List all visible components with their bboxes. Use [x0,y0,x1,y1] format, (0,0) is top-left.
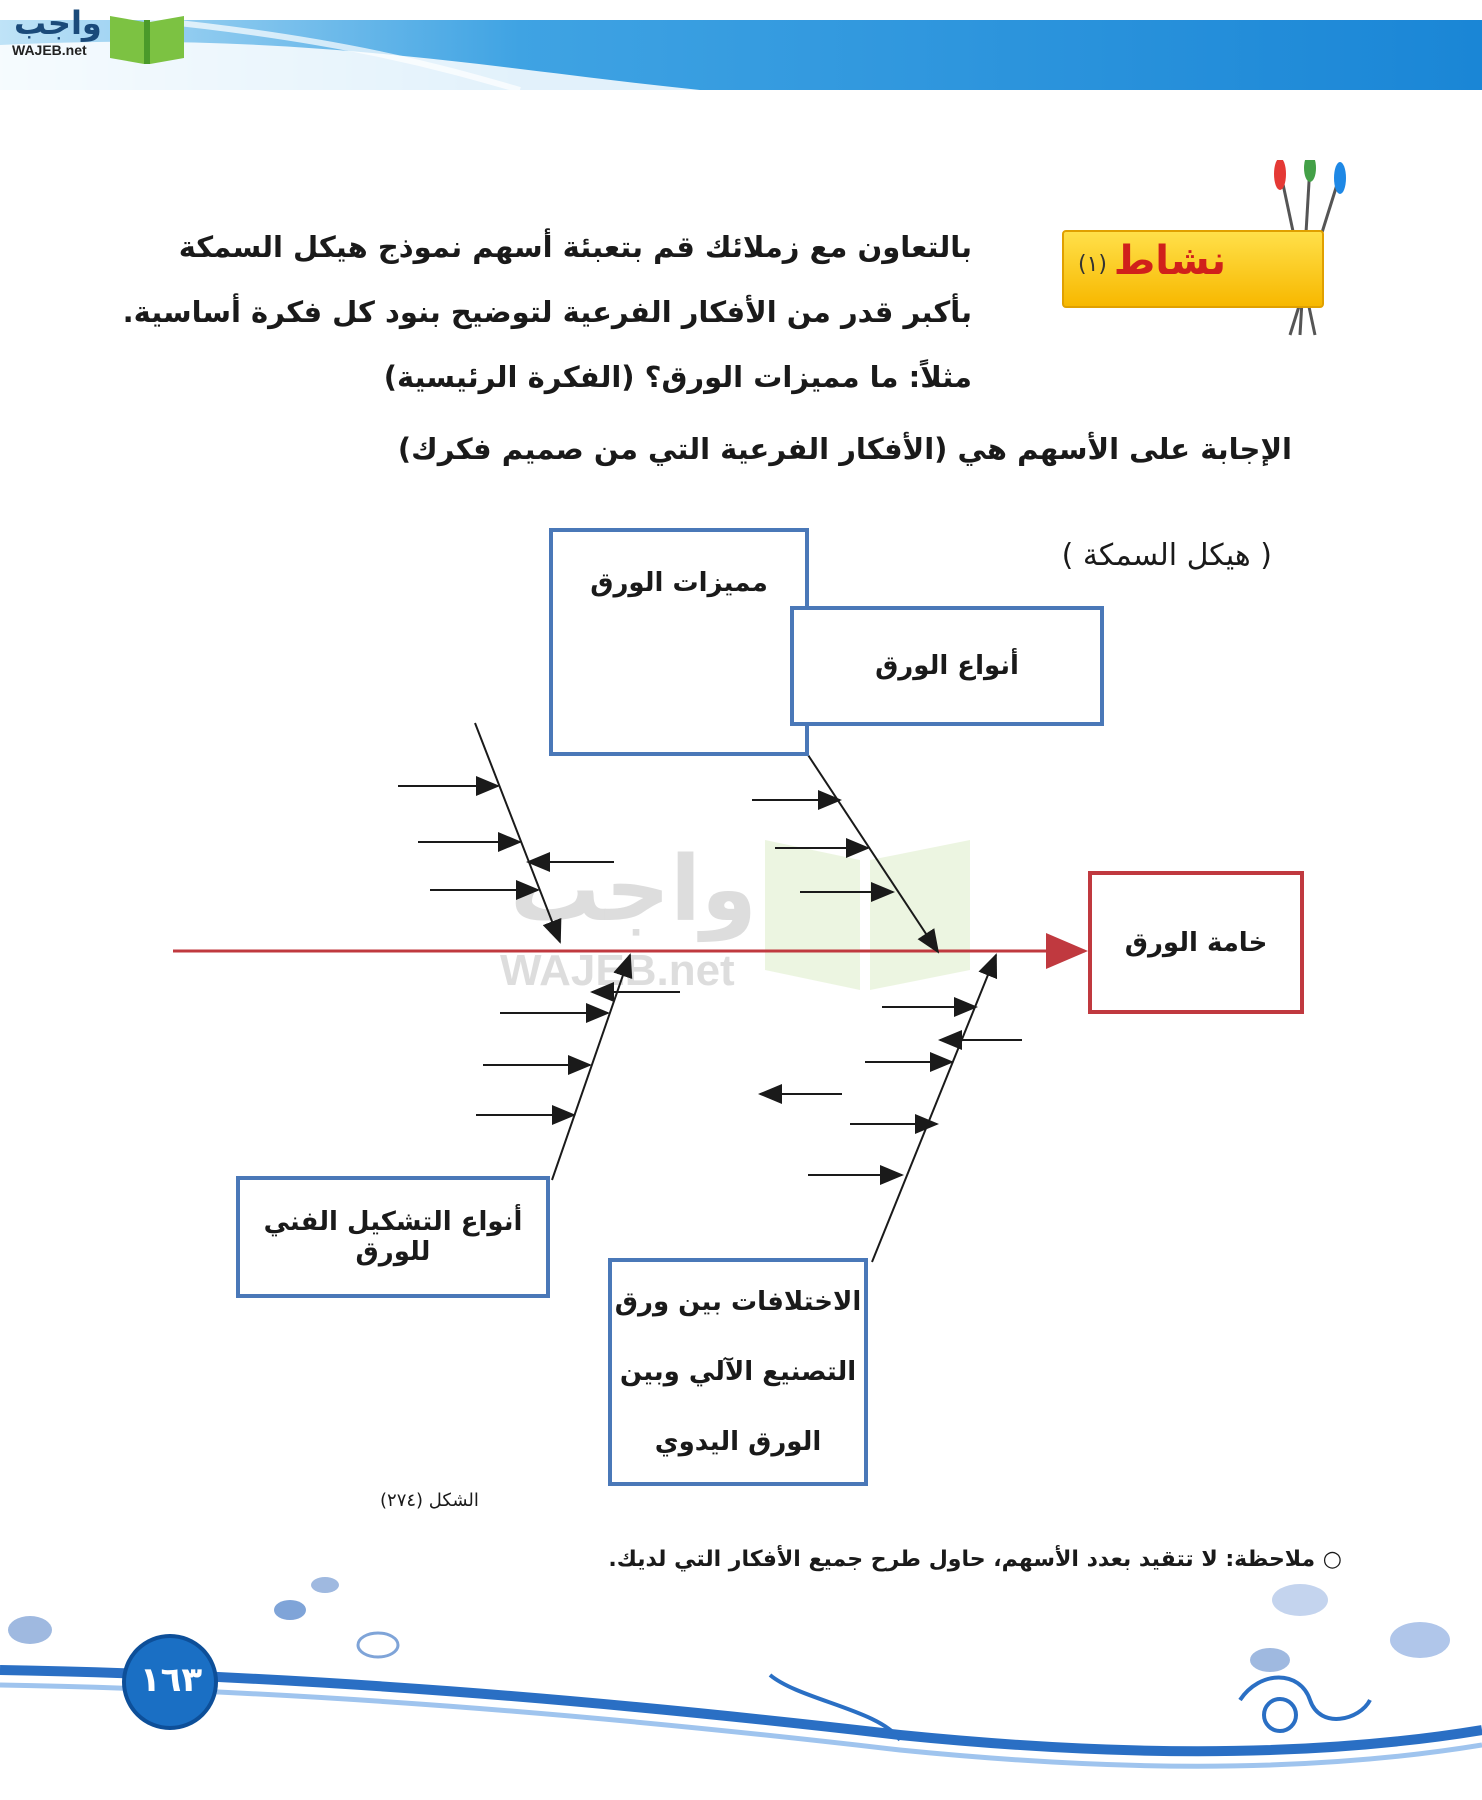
instruction-line-1: بالتعاون مع زملائك قم بتعبئة أسهم نموذج هيكل السمكة [178,230,972,264]
bone-bottom-right [872,955,996,1262]
svg-text:واجب: واجب [510,837,757,942]
box-fish-head-label: خامة الورق [1124,927,1268,958]
activity-number: (١) [1078,252,1108,277]
box-machine-vs-hand [608,1258,868,1486]
page-number: ١٦٣ [139,1660,203,1700]
logo-english-text: WAJEB.net [12,42,87,58]
logo-arabic-text: واجب [14,4,102,42]
footer-decoration [0,1560,1482,1800]
bone-bottom-left [552,955,630,1180]
box-machine-vs-hand-line-1: الاختلافات بين ورق [614,1287,862,1317]
svg-text:WAJEB.net: WAJEB.net [500,946,735,995]
instruction-line-2: بأكبر قدر من الأفكار الفرعية لتوضيح بنود كل فكرة أساسية. [122,295,972,329]
diagram-title: ( هيكل السمكة ) [1061,538,1272,573]
box-paper-types [790,606,1104,726]
box-art-forming-types [236,1176,550,1298]
box-machine-vs-hand-line-3: الورق اليدوي [654,1427,822,1457]
figure-caption: الشكل (٢٧٤) [380,1490,479,1511]
box-paper-types-label: أنواع الورق [875,651,1019,681]
activity-title: نشاط [1113,238,1226,284]
box-machine-vs-hand-line-2: التصنيع الآلي وبين [619,1357,857,1387]
box-art-forming-types-label: أنواع التشكيل الفني للورق [263,1207,523,1267]
instruction-line-3: مثلاً: ما مميزات الورق؟ (الفكرة الرئيسية) [383,360,972,394]
box-fish-head [1088,871,1304,1014]
note-text: ○ ملاحظة: لا تتقيد بعدد الأسهم، حاول طرح جميع الأفكار التي لديك. [608,1547,1342,1572]
box-paper-features [549,528,809,756]
bone-top-right [808,755,938,952]
bone-top-left [475,723,560,942]
box-paper-features-label: مميزات الورق [590,568,768,598]
answer-instruction: الإجابة على الأسهم هي (الأفكار الفرعية التي من صميم فكرك) [397,432,1292,466]
